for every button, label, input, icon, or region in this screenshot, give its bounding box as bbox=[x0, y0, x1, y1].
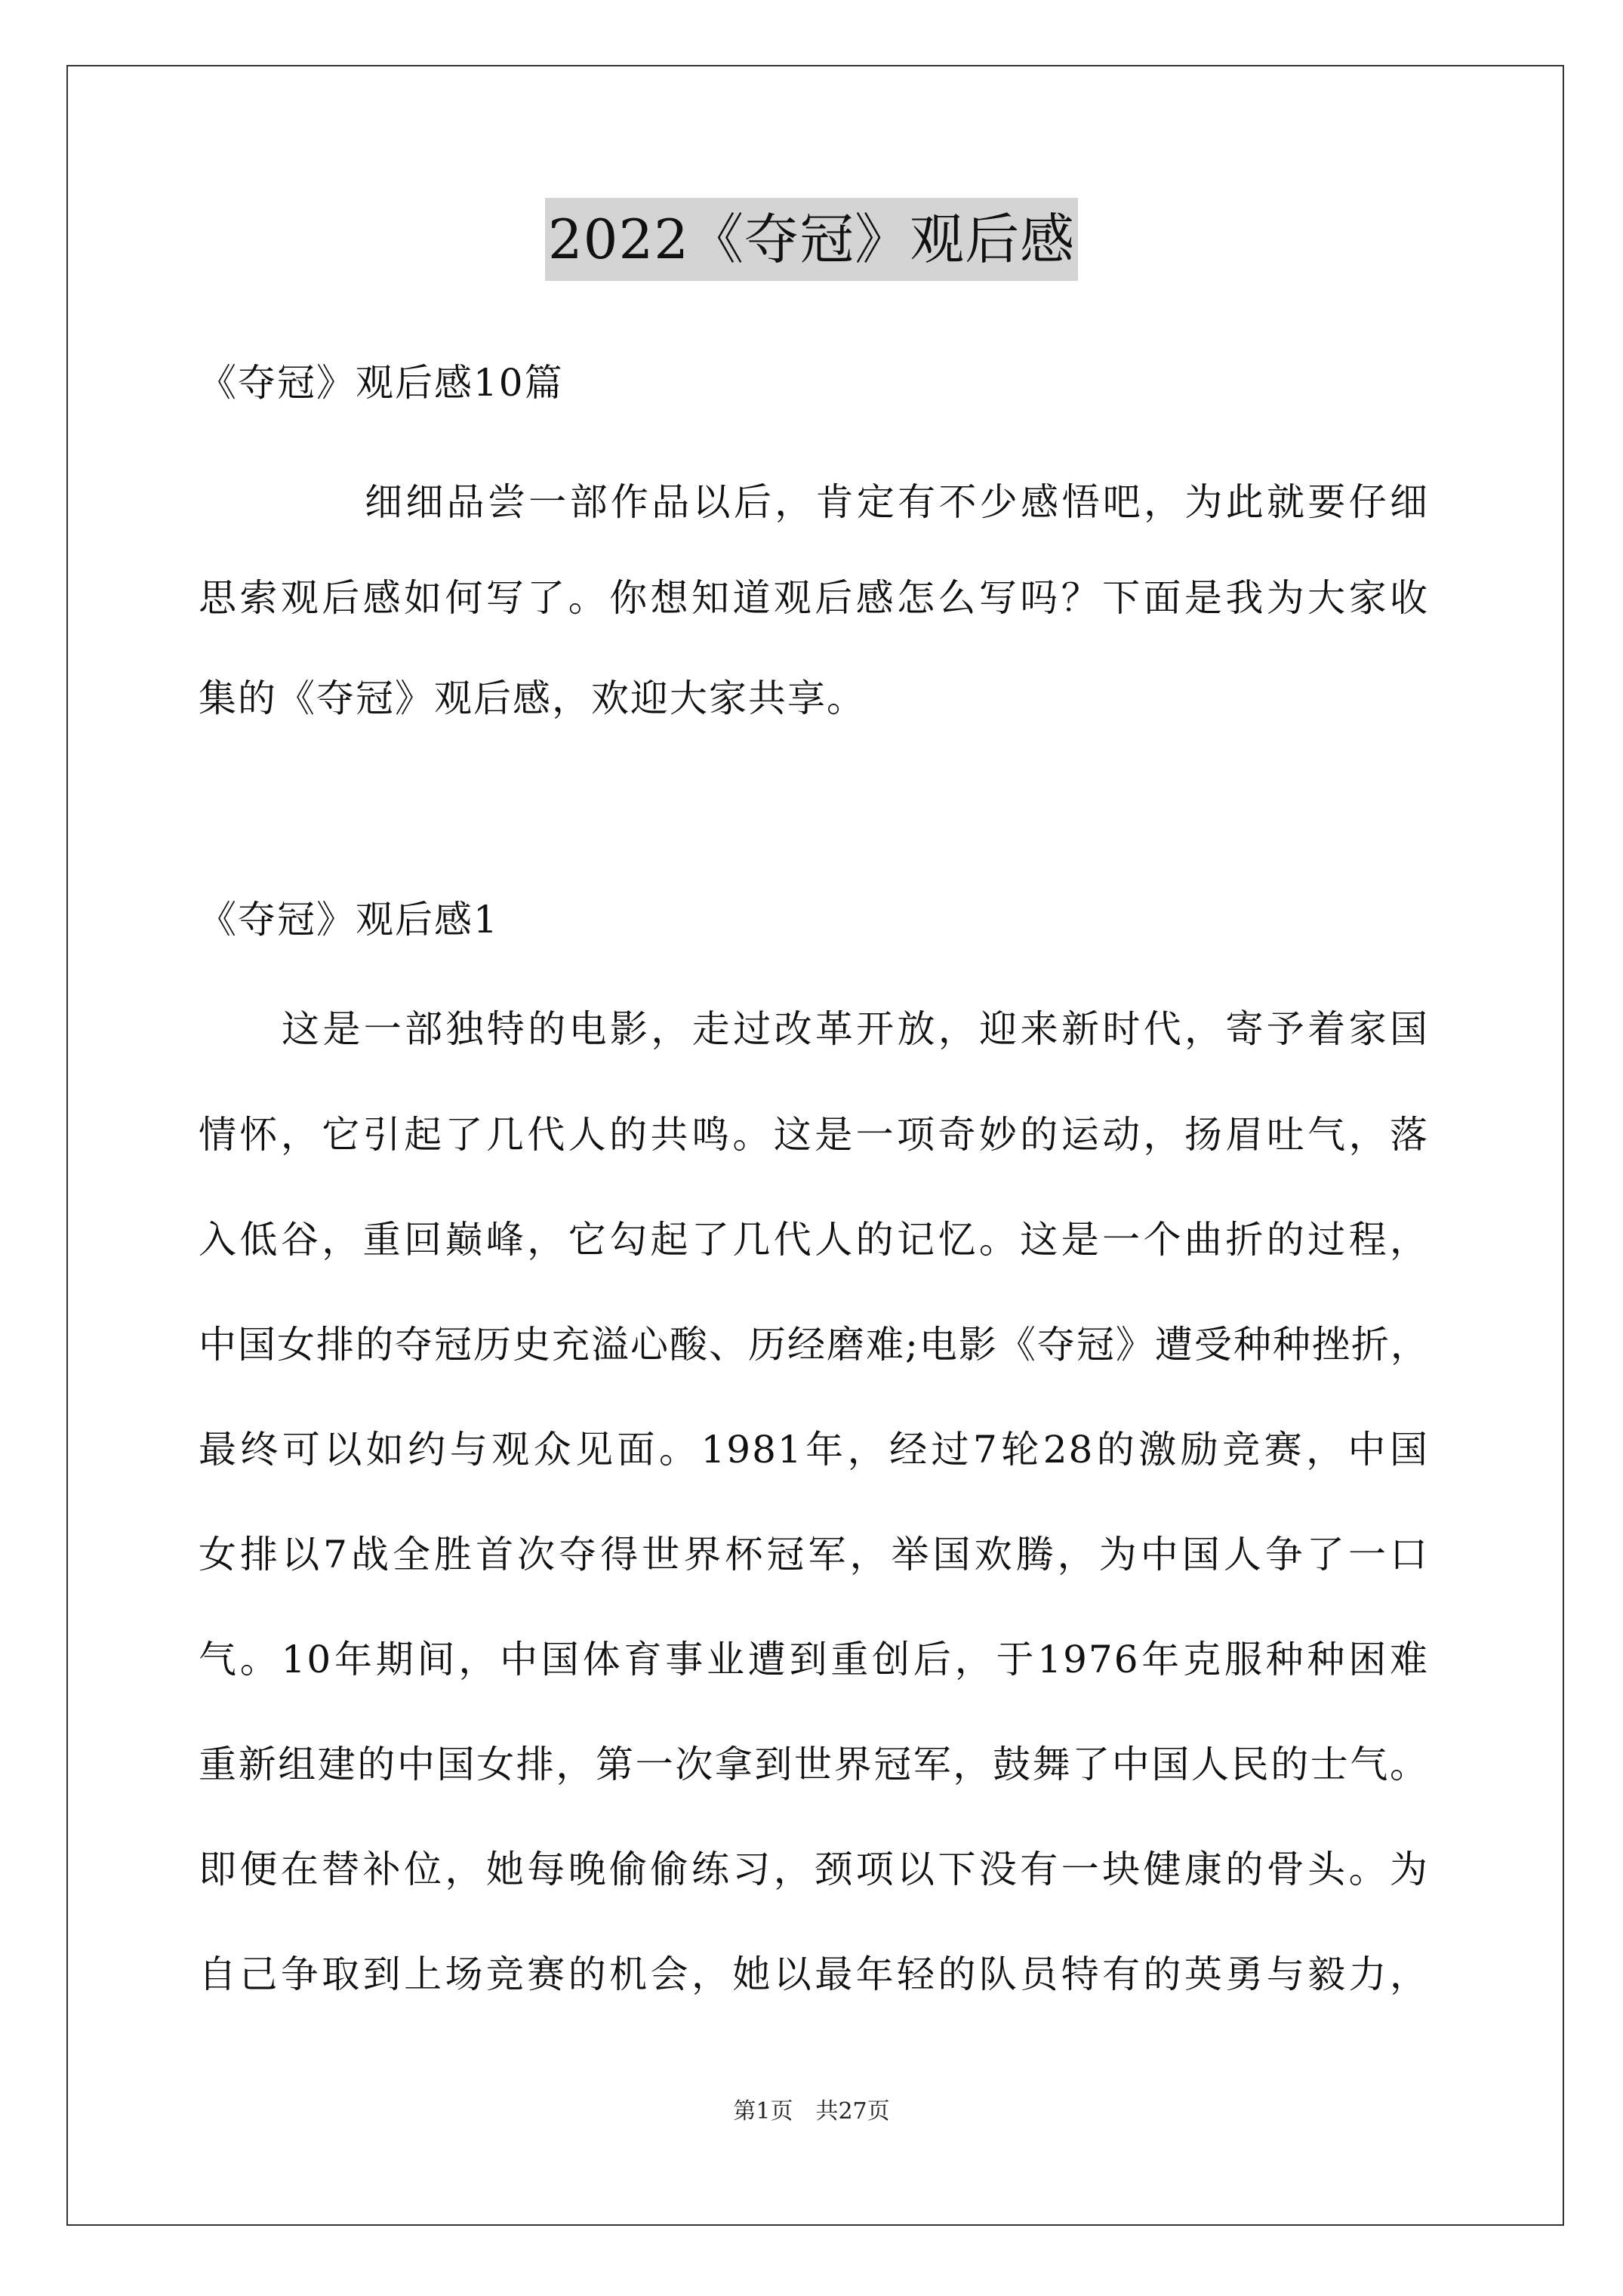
body-line: 即便在替补位，她每晚偷偷练习，颈项以下没有一块健康的骨头。为 bbox=[199, 1848, 1429, 1891]
body-line: 中国女排的夺冠历史充溢心酸、历经磨难;电影《夺冠》遭受种种挫折， bbox=[199, 1323, 1430, 1367]
document-subtitle: 《夺冠》观后感10篇 bbox=[199, 361, 564, 405]
body-line: 自己争取到上场竞赛的机会，她以最年轻的队员特有的英勇与毅力， bbox=[199, 1952, 1429, 1996]
body-line: 这是一部独特的电影，走过改革开放，迎来新时代，寄予着家国 bbox=[282, 1007, 1429, 1051]
intro-line: 思索观后感如何写了。你想知道观后感怎么写吗？下面是我为大家收 bbox=[199, 576, 1429, 620]
document-title: 2022《夺冠》观后感 bbox=[545, 198, 1078, 281]
body-line: 情怀，它引起了几代人的共鸣。这是一项奇妙的运动，扬眉吐气，落 bbox=[199, 1113, 1429, 1157]
intro-line: 细细品尝一部作品以后，肯定有不少感悟吧，为此就要仔细 bbox=[365, 480, 1429, 524]
body-line: 最终可以如约与观众见面。1981年，经过7轮28的激励竞赛，中国 bbox=[199, 1428, 1429, 1472]
body-line: 女排以7战全胜首次夺得世界杯冠军，举国欢腾，为中国人争了一口 bbox=[199, 1533, 1429, 1576]
section-heading: 《夺冠》观后感1 bbox=[199, 898, 499, 942]
intro-line: 集的《夺冠》观后感，欢迎大家共享。 bbox=[199, 676, 866, 720]
body-line: 气。10年期间，中国体育事业遭到重创后，于1976年克服种种困难 bbox=[199, 1638, 1429, 1681]
body-line: 入低谷，重回巅峰，它勾起了几代人的记忆。这是一个曲折的过程， bbox=[199, 1218, 1429, 1262]
title-block bbox=[0, 198, 1623, 281]
body-line: 重新组建的中国女排，第一次拿到世界冠军，鼓舞了中国人民的士气。 bbox=[199, 1743, 1429, 1786]
page-footer: 第1页 共27页 bbox=[733, 2098, 890, 2125]
